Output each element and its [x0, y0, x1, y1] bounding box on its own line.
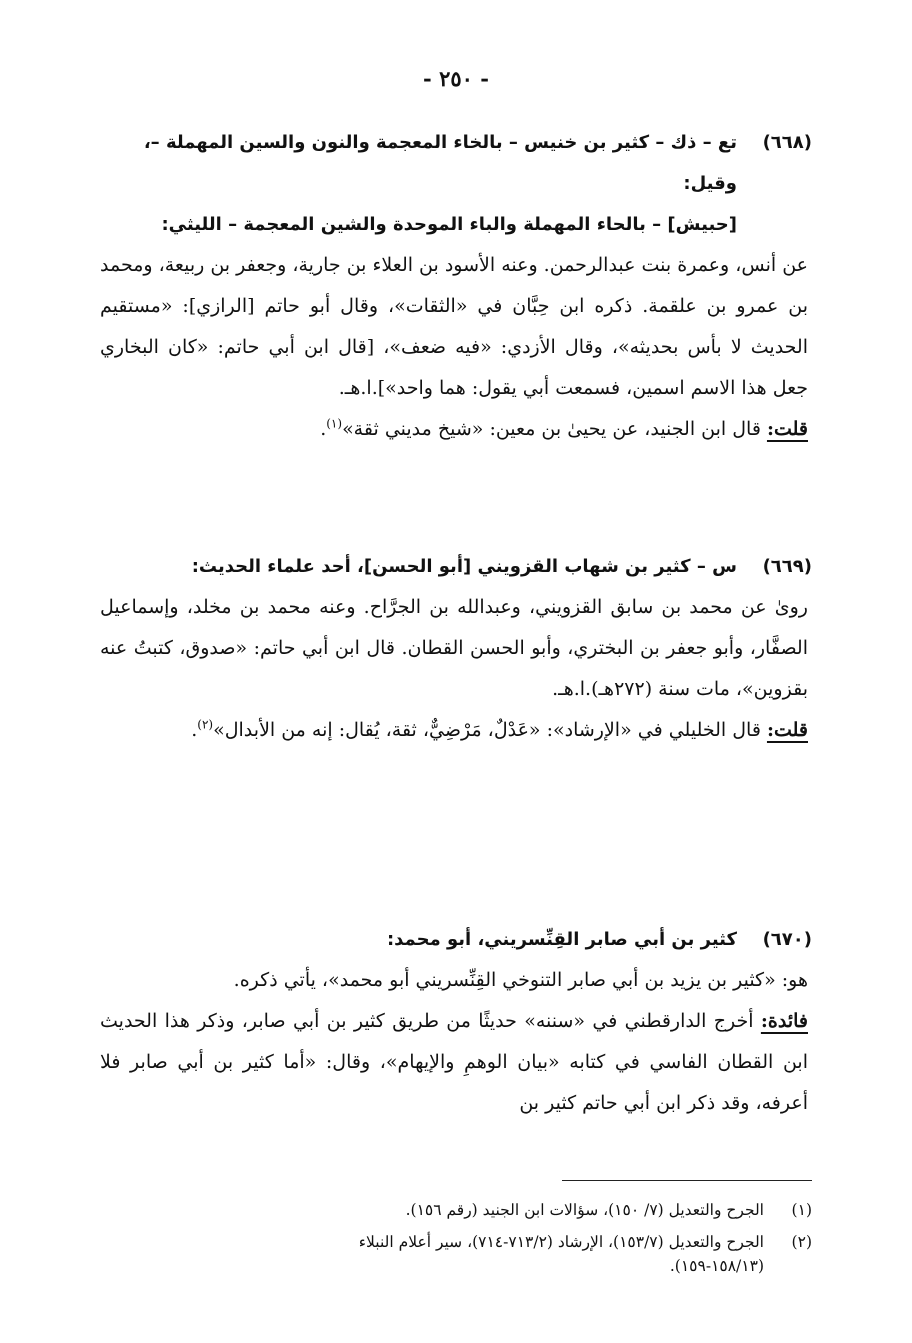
- entry-heading: [100, 919, 812, 960]
- footnote-1: [100, 1198, 812, 1222]
- footnote-text: الجرح والتعديل (١٥٣/٧)، الإرشاد (٧١٣/٢-٧١٤)، سير أعلام النبلاء: [358, 1233, 764, 1251]
- entry-heading: [100, 122, 812, 245]
- footnote-ref[interactable]: (١): [326, 416, 343, 431]
- footnote-2: [100, 1230, 812, 1278]
- footnote-text: الجرح والتعديل (٧/ ١٥٠)، سؤالات ابن الجنيد (رقم ١٥٦).: [405, 1201, 764, 1219]
- note-end: .: [191, 719, 198, 741]
- entry-670: [100, 919, 812, 1124]
- entry-669: [100, 546, 812, 751]
- footnote-number: (١): [791, 1201, 812, 1219]
- note-label: فائدة:: [760, 1010, 808, 1032]
- entry-note: [100, 409, 812, 450]
- note-text: أخرج الدارقطني في «سننه» حديثًا من طريق كثير بن أبي صابر، وذكر هذا الحديث ابن القطان الفاسي في كتابه «بيان الوهمِ والإيهام»، وقال: «أما كثير بن أبي صابر فلا أعرفه، وقد ذكر ابن أبي حاتم كثير بن: [100, 1010, 808, 1114]
- note-text: قال ابن الجنيد، عن يحيىٰ بن معين: «شيخ مديني ثقة»: [342, 418, 767, 440]
- page-number: - ٢٥٠ -: [423, 66, 489, 91]
- entry-note: [100, 1001, 812, 1124]
- entry-heading-line-1: س – كثير بن شهاب القزويني [أبو الحسن]، أحد علماء الحديث:: [191, 556, 737, 577]
- entry-heading: [100, 546, 812, 587]
- footnote-text-continued: (١٥٨/١٣-١٥٩).: [669, 1257, 764, 1275]
- entry-number: (٦٦٩): [762, 556, 812, 577]
- entry-heading-line-2: [حبيش] – بالحاء المهملة والباء الموحدة والشين المعجمة – الليثي:: [161, 214, 737, 235]
- entry-heading-line-1: كثير بن أبي صابر القِنِّسريني، أبو محمد:: [386, 929, 737, 950]
- entry-body: هو: «كثير بن يزيد بن أبي صابر التنوخي القِنِّسريني أبو محمد»، يأتي ذكره.: [233, 969, 808, 991]
- footnote-divider: [562, 1180, 812, 1181]
- entry-668: [100, 122, 812, 450]
- entry-number: (٦٧٠): [762, 929, 812, 950]
- note-label: قلت:: [766, 418, 808, 440]
- note-text: قال الخليلي في «الإرشاد»: «عَدْلٌ، مَرْضِيٌّ، ثقة، يُقال: إنه من الأبدال»: [213, 719, 767, 741]
- footnote-number: (٢): [791, 1233, 812, 1251]
- note-label: قلت:: [766, 719, 808, 741]
- note-end: .: [320, 418, 327, 440]
- entry-body: عن أنس، وعمرة بنت عبدالرحمن. وعنه الأسود بن العلاء بن جارية، وجعفر بن ربيعة، ومحمد بن عمرو بن علقمة. ذكره ابن حِبَّان في «الثقات»، وقال أبو حاتم [الرازي]: «مستقيم الحديث لا بأس بحديثه»، وقال الأزدي: «فيه ضعف»، [قال ابن أبي حاتم: «كان البخاري جعل هذا الاسم اسمين، فسمعت أبي يقول: هما واحد»].ا.هـ.: [100, 254, 808, 399]
- entry-body: رویٰ عن محمد بن سابق القزويني، وعبدالله بن الجرَّاح. وعنه محمد بن مخلد، وإسماعيل الصفَّار، وأبو جعفر بن البختري، وأبو الحسن القطان. قال ابن أبي حاتم: «صدوق، كتبتُ عنه بقزوين»، مات سنة (٢٧٢هـ).ا.هـ.: [100, 596, 808, 700]
- entry-number: (٦٦٨): [762, 132, 812, 153]
- entry-heading-line-1: تع – ذك – كثير بن خنيس – بالخاء المعجمة والنون والسين المهملة –، وقيل:: [143, 132, 737, 194]
- entry-note: [100, 710, 812, 751]
- footnote-ref[interactable]: (٢): [197, 717, 214, 732]
